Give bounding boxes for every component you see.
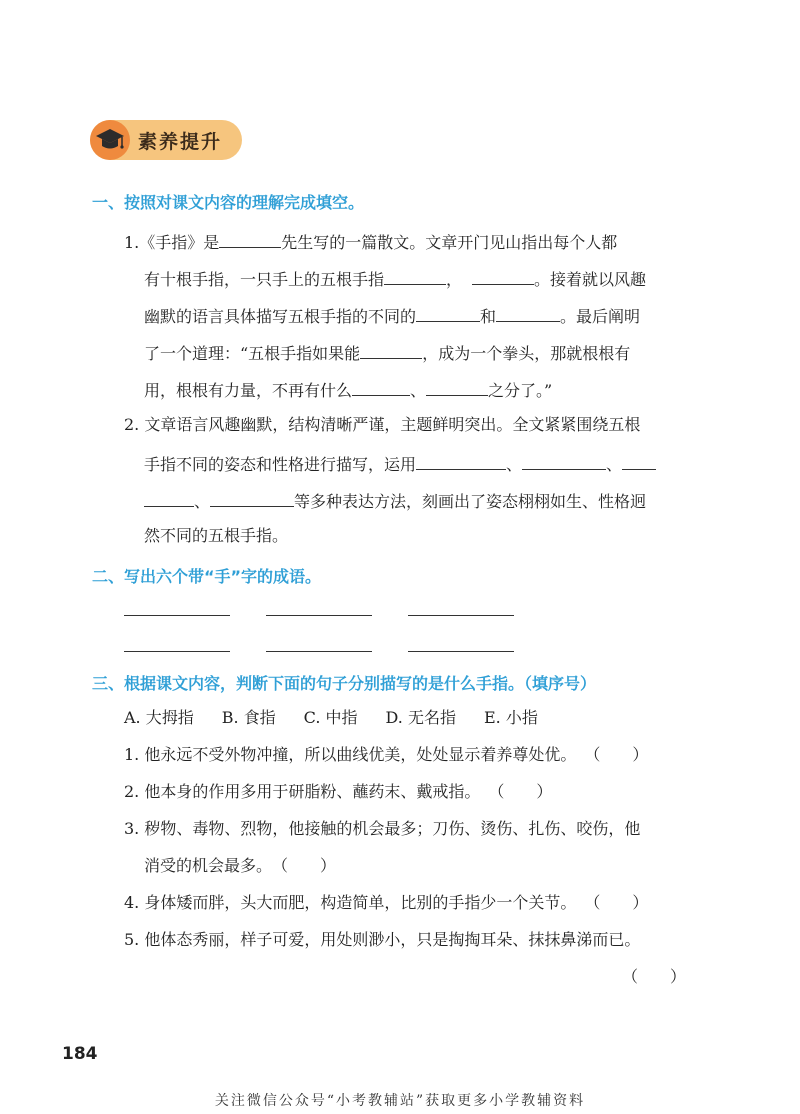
item-5: 5. 他体态秀丽，样子可爱，用处则渺小，只是掏掏耳朵、抹抹鼻涕而已。: [124, 930, 641, 949]
badge-title: 素养提升: [138, 131, 223, 153]
page-number: 184: [62, 1044, 98, 1064]
q1-line-3: [144, 303, 640, 328]
blank[interactable]: [219, 229, 281, 248]
badge-circle: [90, 120, 130, 160]
answer-paren[interactable]: （ ）: [488, 782, 553, 801]
text: 2. 他本身的作用多用于研脂粉、蘸药末、戴戒指。: [124, 782, 481, 801]
blank[interactable]: [416, 303, 480, 322]
blank[interactable]: [352, 377, 410, 396]
q1-line-5: [144, 377, 552, 402]
text: 1.《手指》是: [124, 233, 220, 252]
blank[interactable]: [384, 266, 446, 285]
section-1-title: 一、按照对课文内容的理解完成填空。: [92, 193, 365, 212]
text: 、: [194, 492, 211, 511]
answer-line[interactable]: [408, 651, 514, 652]
answer-paren[interactable]: （ ）: [584, 745, 649, 764]
blank[interactable]: [144, 488, 194, 507]
text: 之分了。”: [488, 381, 553, 400]
text: 和: [480, 307, 497, 326]
answer-line[interactable]: [124, 651, 230, 652]
text: ，成为一个拳头，那就根根有: [422, 344, 631, 363]
text: 手指不同的姿态和性格进行描写，运用: [144, 455, 417, 474]
q1-line-1: [124, 229, 617, 254]
text: 幽默的语言具体描写五根手指的不同的: [144, 307, 417, 326]
text: 等多种表达方法，刻画出了姿态栩栩如生、性格迥: [294, 492, 647, 511]
blank[interactable]: [622, 451, 656, 470]
option-e: E. 小指: [483, 708, 538, 727]
text: 有十根手指，一只手上的五根手指: [144, 270, 385, 289]
answer-line[interactable]: [266, 651, 372, 652]
text: 了一个道理：“五根手指如果能: [144, 344, 361, 363]
section-2-title: 二、写出六个带“手”字的成语。: [92, 567, 322, 586]
item-4: [124, 892, 648, 914]
blank[interactable]: [522, 451, 606, 470]
blank[interactable]: [496, 303, 560, 322]
q2-line-1: 2. 文章语言风趣幽默，结构清晰严谨，主题鲜明突出。全文紧紧围绕五根: [124, 415, 641, 434]
blank[interactable]: [416, 451, 506, 470]
footer-notice: 关注微信公众号“小考教辅站”获取更多小学教辅资料: [214, 1093, 586, 1109]
option-d: D. 无名指: [385, 708, 456, 727]
text: 用，根根有力量，不再有什么: [144, 381, 353, 400]
answer-line[interactable]: [408, 615, 514, 616]
graduation-cap-icon: [90, 120, 130, 160]
q2-line-3: [144, 488, 646, 513]
item-3-cont: [144, 855, 336, 877]
q1-line-4: [144, 340, 630, 365]
text: 。最后阐明: [560, 307, 641, 326]
item-2: [124, 781, 552, 803]
text: 、: [410, 381, 427, 400]
answer-paren[interactable]: （ ）: [622, 967, 687, 986]
q2-line-4: 然不同的五根手指。: [144, 526, 289, 545]
text: 、: [606, 455, 623, 474]
answer-paren[interactable]: （ ）: [584, 893, 649, 912]
blank[interactable]: [472, 266, 534, 285]
answer-line[interactable]: [266, 615, 372, 616]
text: 。接着就以风趣: [534, 270, 647, 289]
blank[interactable]: [360, 340, 422, 359]
item-5-paren: [622, 966, 686, 988]
item-3: 3. 秽物、毒物、烈物，他接触的机会最多；刀伤、烫伤、扎伤、咬伤，他: [124, 819, 641, 838]
option-c: C. 中指: [303, 708, 358, 727]
q1-line-2: [144, 266, 646, 291]
text: 先生写的一篇散文。文章开门见山指出每个人都: [281, 233, 618, 252]
option-a: A. 大拇指: [124, 708, 194, 727]
answer-line[interactable]: [124, 615, 230, 616]
text: ，: [446, 270, 463, 289]
options-row: [124, 707, 566, 729]
option-b: B. 食指: [221, 708, 276, 727]
section-badge: [90, 120, 242, 160]
answer-paren[interactable]: （ ）: [272, 856, 337, 875]
text: 消受的机会最多。: [144, 856, 273, 875]
text: 1. 他永远不受外物冲撞，所以曲线优美，处处显示着养尊处优。: [124, 745, 577, 764]
text: 、: [506, 455, 523, 474]
section-3-title: 三、根据课文内容，判断下面的句子分别描写的是什么手指。（填序号）: [92, 674, 597, 693]
item-1: [124, 744, 648, 766]
blank[interactable]: [210, 488, 294, 507]
text: 4. 身体矮而胖，头大而肥，构造简单，比别的手指少一个关节。: [124, 893, 577, 912]
q2-line-2: [144, 451, 656, 476]
blank[interactable]: [426, 377, 488, 396]
